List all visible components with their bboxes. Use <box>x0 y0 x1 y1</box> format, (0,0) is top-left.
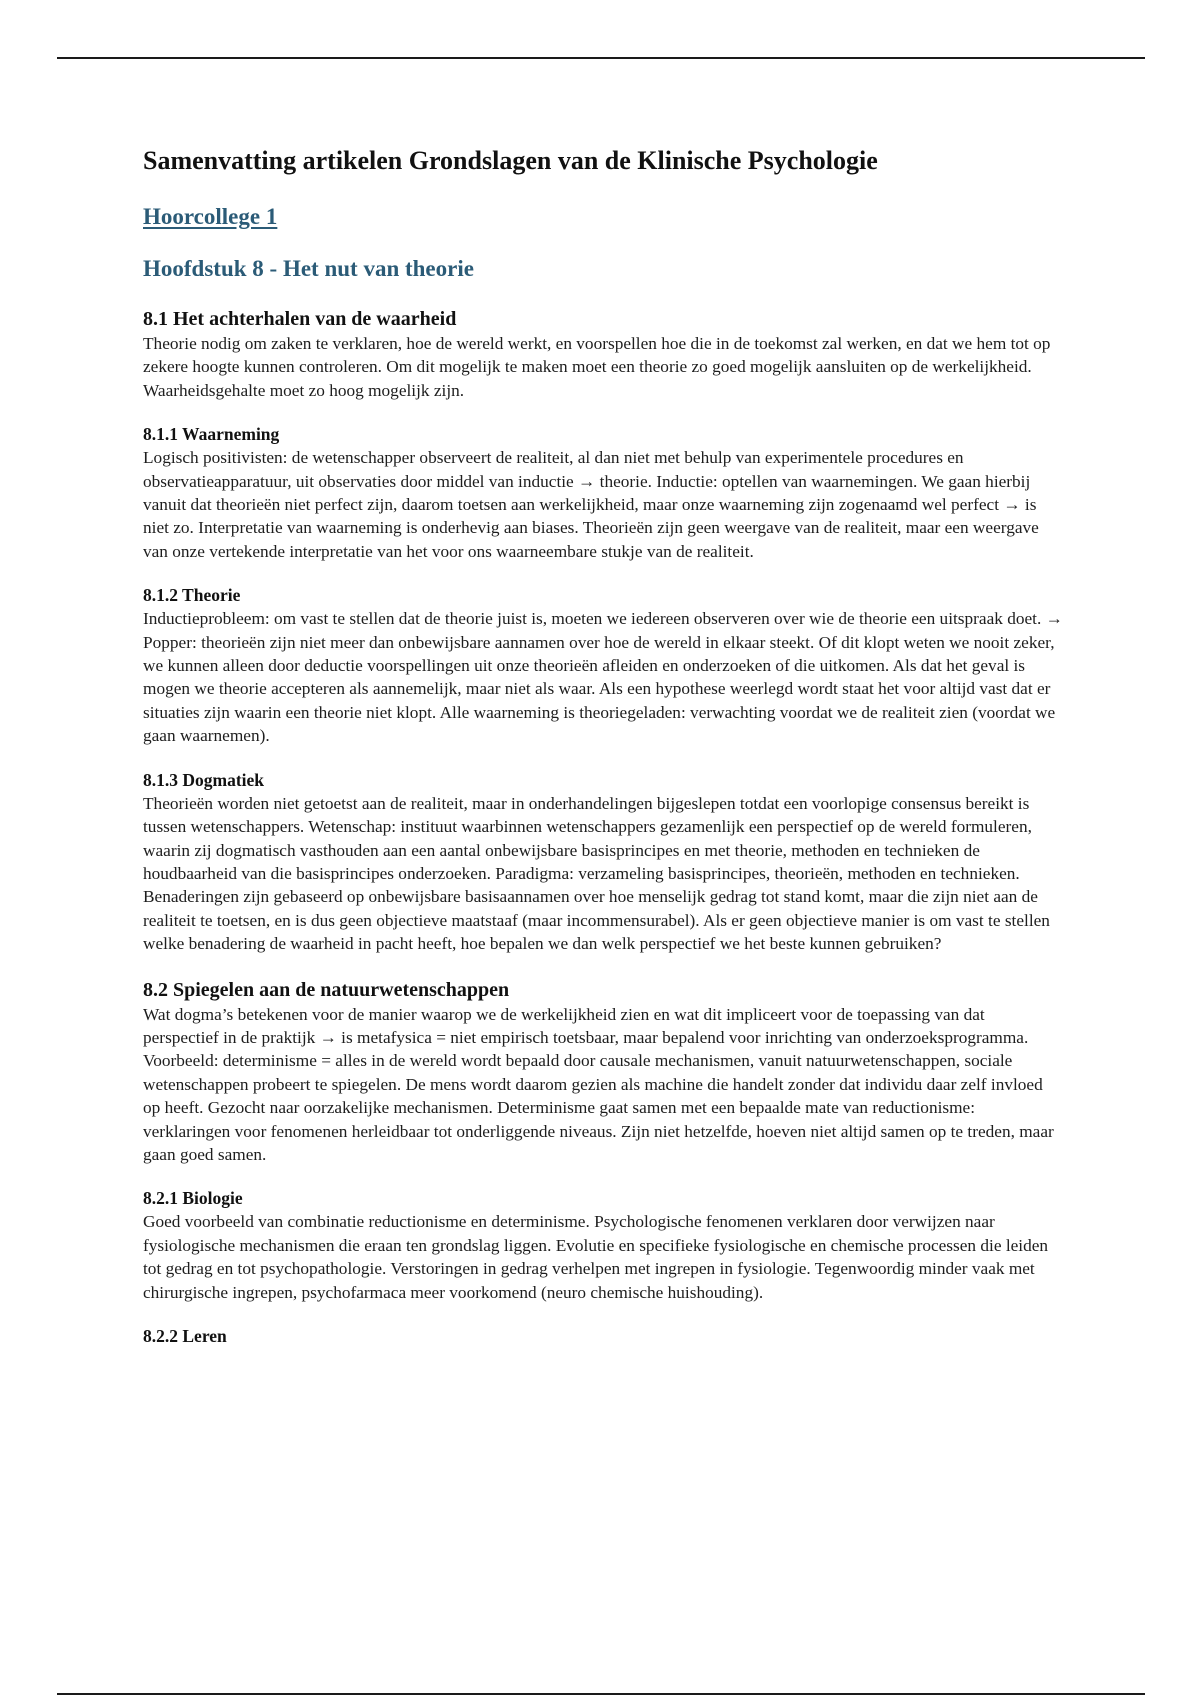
section-heading-8-2-1: 8.2.1 Biologie <box>143 1188 243 1209</box>
document-body <box>143 142 1063 1348</box>
lecture-heading: Hoorcollege 1 <box>143 204 278 229</box>
section-text-8-2-1: Goed voorbeeld van combinatie reductionisme en determinisme. Psychologische fenomenen verklaren door verwijzen naar fysiologische mechanismen die eraan ten grondslag liggen. Evolutie en specifieke fysiologische en chemische processen die leiden tot gedrag en tot psychopathologie. Verstoringen in gedrag verhelpen met ingrepen in fysiologie. Tegenwoordig minder vaak met chirurgische ingrepen, psychofarmaca meer voorkomend (neuro chemische huishouding). <box>143 1212 1049 1302</box>
section-text-8-2: Wat dogma’s betekenen voor de manier waarop we de werkelijkheid zien en wat dit impliceert voor de toepassing van dat perspectief in de praktijk → is metafysica = niet empirisch toetsbaar, maar bepalend voor inrichting van onderzoeksprogramma. Voorbeeld: determinisme = alles in de wereld wordt bepaald door causale mechanismen, vanuit natuurwetenschappen, sociale wetenschappen probeert te spiegelen. De mens wordt daarom gezien als machine die handelt zonder dat individu daar zelf invloed op heeft. Gezocht naar oorzakelijke mechanismen. Determinisme gaat samen met een bepaalde mate van reductionisme: verklaringen voor fenomenen herleidbaar tot onderliggende niveaus. Zijn niet hetzelfde, hoeven niet altijd samen op te treden, maar gaan goed samen. <box>143 1004 1054 1164</box>
chapter-heading: Hoofdstuk 8 - Het nut van theorie <box>143 256 474 281</box>
section-text-8-1: Theorie nodig om zaken te verklaren, hoe de wereld werkt, en voorspellen hoe die in de toekomst zal werken, en dat we hem tot op zekere hoogte kunnen controleren. Om dit mogelijk te maken moet een theorie zo goed mogelijk aansluiten op de werkelijkheid. Waarheidsgehalte moet zo hoog mogelijk zijn. <box>143 334 1051 400</box>
section-heading-8-1-3: 8.1.3 Dogmatiek <box>143 769 265 790</box>
top-rule <box>57 57 1145 59</box>
section-text-8-1-2: Inductieprobleem: om vast te stellen dat de theorie juist is, moeten we iedereen observeren over wie de theorie een uitspraak doet. → Popper: theorieën zijn niet meer dan onbewijsbare aannamen over hoe de wereld in elkaar steekt. Of dit klopt weten we nooit zeker, we kunnen alleen door deductie voorspellingen uit onze theorieën afleiden en onderzoeken of die uitkomen. Als dat het geval is mogen we theorie accepteren als aannemelijk, maar niet als waar. Als een hypothese weerlegd wordt staat het voor altijd vast dat er situaties zijn waarin een theorie niet klopt. Alle waarneming is theoriegeladen: verwachting voordat we de realiteit zien (voordat we gaan waarnemen). <box>143 609 1063 746</box>
section-heading-8-1: 8.1 Het achterhalen van de waarheid <box>143 308 457 330</box>
bottom-rule <box>57 1693 1145 1695</box>
section-text-8-1-1: Logisch positivisten: de wetenschapper observeert de realiteit, al dan niet met behulp van experimentele procedures en observatieapparatuur, uit observaties door middel van inductie → theorie. Inductie: optellen van waarnemingen. We gaan hierbij vanuit dat theorieën niet perfect zijn, daarom toetsen aan werkelijkheid, maar onze waarneming zijn zogenaamd wel perfect → is niet zo. Interpretatie van waarneming is onderhevig aan biases. Theorieën zijn geen weergave van de realiteit, maar een weergave van onze vertekende interpretatie van het voor ons waarneembare stukje van de realiteit. <box>143 448 1039 561</box>
section-heading-8-1-1: 8.1.1 Waarneming <box>143 424 280 445</box>
document-title: Samenvatting artikelen Grondslagen van de Klinische Psychologie <box>143 146 878 175</box>
section-heading-8-2: 8.2 Spiegelen aan de natuurwetenschappen <box>143 978 510 1001</box>
section-text-8-1-3: Theorieën worden niet getoetst aan de realiteit, maar in onderhandelingen bijgeslepen totdat een voorlopige consensus bereikt is tussen wetenschappers. Wetenschap: instituut waarbinnen wetenschappers gezamenlijk een perspectief op de wereld formuleren, waarin zij dogmatisch vasthouden aan een aantal onbewijsbare basisprincipes en met theorie, methoden en technieken de houdbaarheid van die basisprincipes onderzoeken. Paradigma: verzameling basisprincipes, theorieën, methoden en technieken. Benaderingen zijn gebaseerd op onbewijsbare basisaannamen over hoe menselijk gedrag tot stand komt, maar die zijn niet aan de realiteit te toetsen, en is dus geen objectieve maatstaaf (maar incommensurabel). Als er geen objectieve manier is om vast te stellen welke benadering de waarheid in pacht heeft, hoe bepalen we dan welk perspectief we het beste kunnen gebruiken? <box>143 793 1050 954</box>
section-heading-8-1-2: 8.1.2 Theorie <box>143 585 241 606</box>
section-heading-8-2-2: 8.2.2 Leren <box>143 1326 227 1346</box>
